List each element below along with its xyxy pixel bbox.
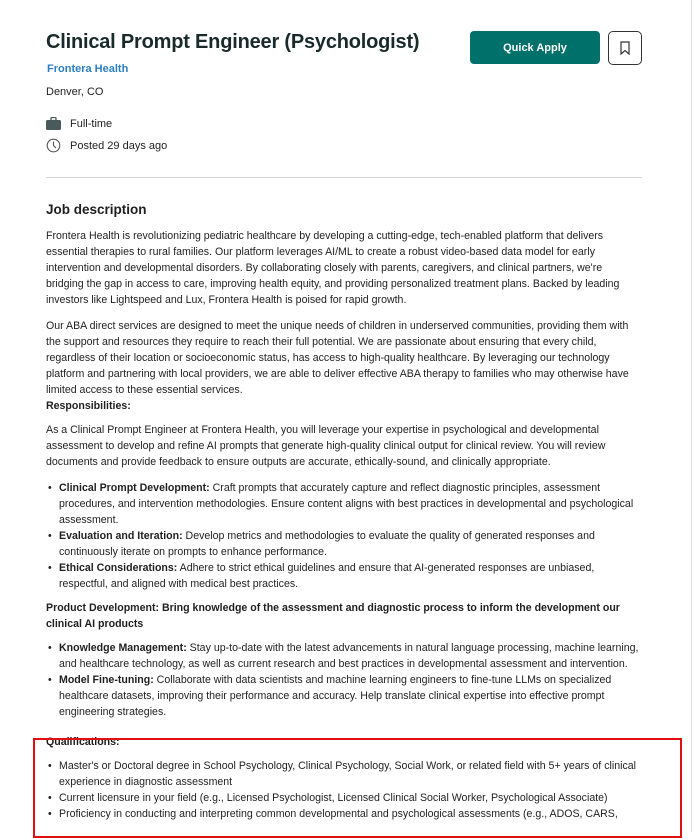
list-item: • Ethical Considerations: Adhere to strict ethical guidelines and ensure that AI-generated responses are unbiased, respectful, and aligned with medical best practices.	[59, 560, 642, 592]
scrollbar[interactable]	[691, 0, 692, 832]
product-list	[59, 640, 642, 720]
intro-paragraph: Frontera Health is revolutionizing pediatric healthcare by developing a cutting-edge, tech-enabled platform that delivers essential therapies to rural families. Our platform leverages AI/ML to create a robust video-based data model for early intervention and developmental disorders. By collaborating closely with parents, caregivers, and clinical partners, we're bridging the gap in access to care, improving health equity, and providing personalized treatment plans. Backed by leading investors like Lightspeed and Lux, Frontera Health is poised for rapid growth.	[46, 230, 620, 306]
list-item: • Clinical Prompt Development: Craft prompts that accurately capture and reflect diagnostic principles, assessment procedures, and intervention methodologies. Ensure content aligns with best practices in developmental and psychological assessment.	[59, 480, 642, 528]
qualifications-heading: Qualifications:	[46, 736, 120, 748]
bookmark-icon	[620, 41, 630, 55]
list-item: • Model Fine-tuning: Collaborate with data scientists and machine learning engineers to fine-tune LLMs on specialized healthcare datasets, improving their performance and accuracy. Help translate clinical expertise into effective prompt engineering strategies.	[59, 672, 642, 720]
job-type-row	[46, 117, 112, 130]
job-description-heading: Job description	[46, 202, 147, 217]
product-heading: Product Development: Bring knowledge of the assessment and diagnostic process to inform the development our clinical AI products	[46, 602, 620, 630]
company-link[interactable]: Frontera Health	[47, 63, 129, 75]
responsibilities-heading: Responsibilities:	[46, 400, 131, 412]
clock-icon	[46, 138, 61, 153]
job-title: Clinical Prompt Engineer (Psychologist)	[46, 31, 420, 53]
list-item: • Evaluation and Iteration: Develop metrics and methodologies to evaluate the quality of generated responses and continuously iterate on prompts to enhance performance.	[59, 528, 642, 560]
responsibilities-paragraph: As a Clinical Prompt Engineer at Frontera Health, you will leverage your expertise in psychological and developmental assessment to develop and refine AI prompts that generate high-quality clinical output for clinical review. You will review documents and provide feedback to ensure outputs are accurate, ethically-sound, and clinically appropriate.	[46, 424, 606, 468]
services-paragraph: Our ABA direct services are designed to meet the unique needs of children in underserved communities, providing them with the support and resources they require to reach their full potential. We are passionate about ensuring that every child, regardless of their location or socioeconomic status, has access to high-quality healthcare. By leveraging our technology platform and partnering with local providers, we are able to deliver effective ABA therapy to families who may otherwise have limited access to these essential services.	[46, 320, 629, 396]
quick-apply-button[interactable]: Quick Apply	[470, 31, 600, 64]
list-item: • Current licensure in your field (e.g., Licensed Psychologist, Licensed Clinical Social Worker, Psychological Associate)	[59, 790, 642, 806]
qualifications-highlight-box	[33, 738, 682, 838]
list-item: • Proficiency in conducting and interpreting common developmental and psychological assessments (e.g., ADOS, CARS,	[59, 806, 642, 822]
responsibilities-list	[59, 480, 642, 592]
list-item: • Knowledge Management: Stay up-to-date with the latest advancements in natural language processing, machine learning, and healthcare technology, as well as current research and best practices in developmental assessment and intervention.	[59, 640, 642, 672]
job-location: Denver, CO	[46, 86, 104, 98]
posted-date: Posted 29 days ago	[70, 139, 168, 152]
list-item: • Master's or Doctoral degree in School Psychology, Clinical Psychology, Social Work, or related field with 5+ years of clinical experience in diagnostic assessment	[59, 758, 642, 790]
posted-row	[46, 138, 167, 153]
save-job-button[interactable]	[608, 31, 642, 65]
job-type: Full-time	[70, 117, 113, 130]
divider	[46, 177, 642, 178]
briefcase-icon	[46, 117, 61, 130]
